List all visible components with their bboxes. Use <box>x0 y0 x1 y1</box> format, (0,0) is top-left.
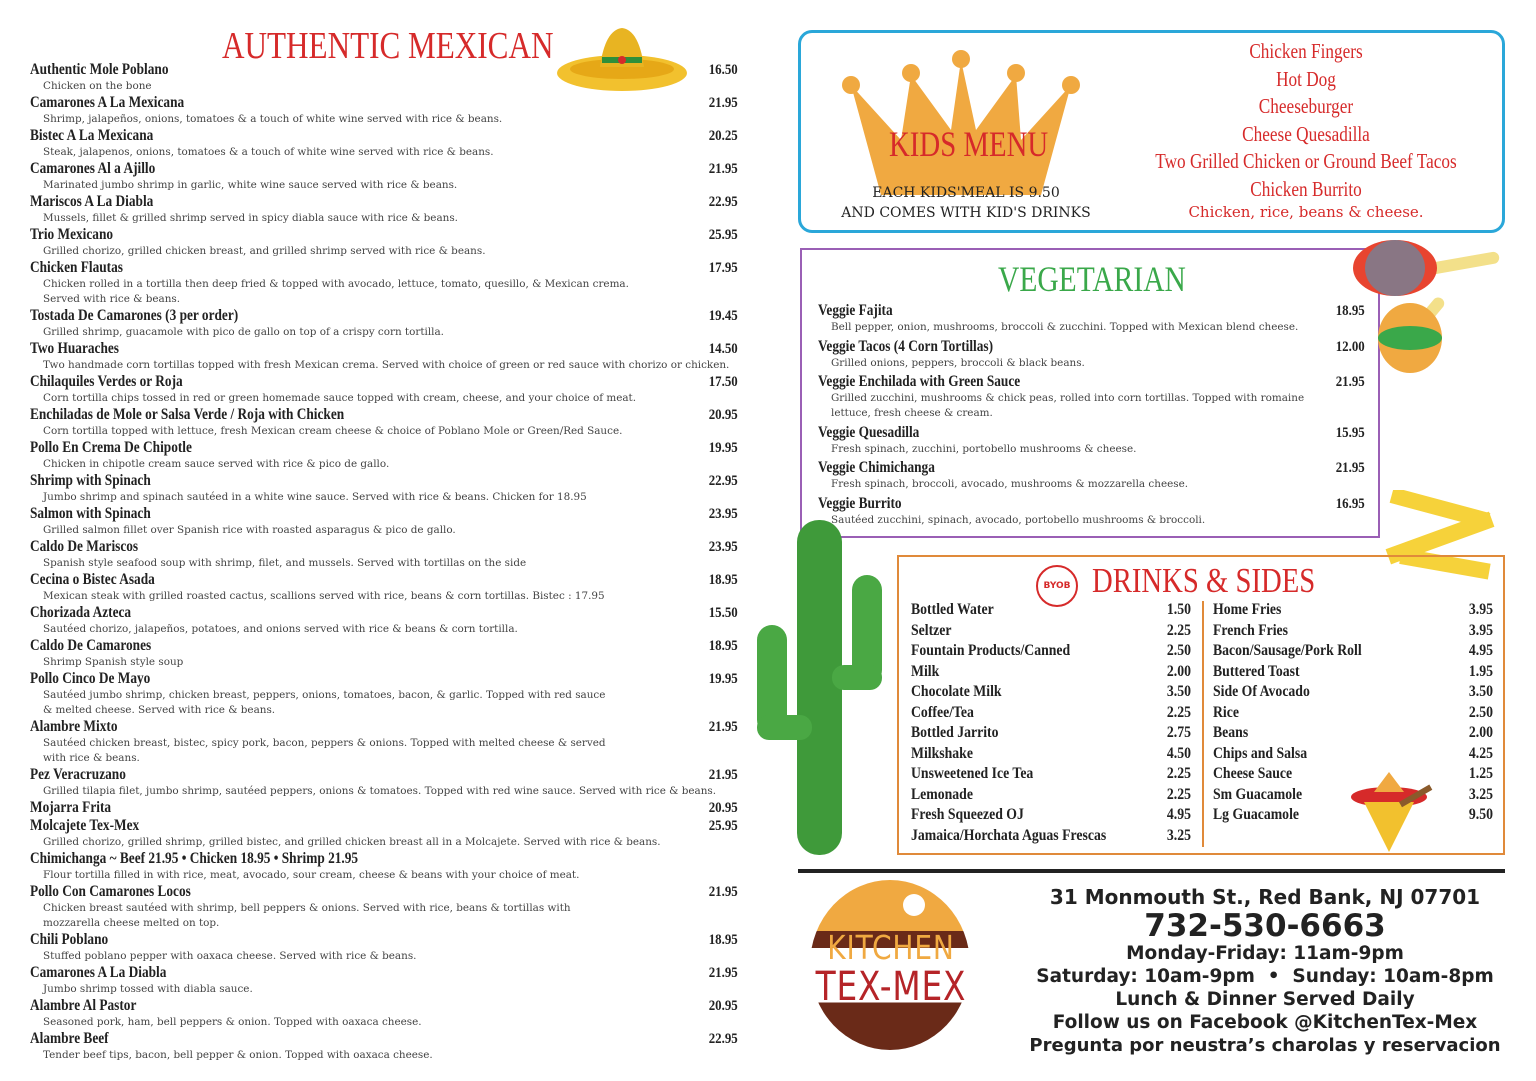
item-price: 17.95 <box>708 260 738 276</box>
item-description: Jumbo shrimp and spinach sautéed in a white wine sauce. Served with rice & beans. Chicken for 18.95 <box>43 491 587 503</box>
item-description: Grilled chorizo, grilled shrimp, grilled bistec, and grilled chicken breast all in a Molcajete. Served with rice & beans. <box>43 836 661 848</box>
row-price: 2.00 <box>1468 724 1493 741</box>
item-price: 21.95 <box>708 767 738 783</box>
item-description: Chicken breast sautéed with shrimp, bell peppers & onions. Served with rice, beans & tortillas with <box>43 902 571 914</box>
menu-item <box>30 160 738 193</box>
menu-item <box>30 340 738 373</box>
item-price: 19.95 <box>708 671 738 687</box>
drinks-sides-box <box>897 555 1505 855</box>
price-row <box>911 682 1191 703</box>
row-price: 4.95 <box>1468 642 1493 659</box>
item-description: Chicken on the bone <box>43 80 152 92</box>
kids-menu-box <box>798 30 1505 233</box>
row-price: 2.25 <box>1166 621 1191 639</box>
price-row <box>911 785 1191 806</box>
crown-icon <box>841 45 1081 195</box>
menu-item <box>818 373 1365 421</box>
item-description: Seasoned pork, ham, bell peppers & onion. Topped with oaxaca cheese. <box>43 1016 422 1028</box>
kids-item: Chicken Burrito <box>1250 176 1362 201</box>
menu-item <box>30 883 738 931</box>
menu-item <box>30 718 738 766</box>
vegetarian-title: VEGETARIAN <box>998 259 1186 299</box>
menu-item <box>30 439 738 472</box>
row-price: 2.00 <box>1166 662 1191 680</box>
item-price: 22.95 <box>708 194 738 210</box>
item-price: 18.95 <box>708 932 738 948</box>
item-description: Stuffed poblano pepper with oaxaca cheese. Served with rice & beans. <box>43 950 417 962</box>
item-description: Shrimp Spanish style soup <box>43 656 184 668</box>
phone-number[interactable]: 732-530-6663 <box>1144 908 1386 944</box>
row-price: 3.95 <box>1468 621 1493 639</box>
item-price: 25.95 <box>708 227 738 243</box>
row-name: Lg Guacamole <box>1213 806 1299 823</box>
served-daily: Lunch & Dinner Served Daily <box>1115 989 1415 1010</box>
drinks-sides-title: DRINKS & SIDES <box>1092 561 1316 600</box>
hours-weekday: Monday-Friday: 11am-9pm <box>1126 943 1404 964</box>
item-description: Shrimp, jalapeños, onions, tomatoes & a touch of white wine served with rice & beans. <box>43 113 503 125</box>
price-row <box>911 764 1191 785</box>
kids-item: Cheeseburger <box>1258 94 1354 118</box>
vegetarian-box <box>800 248 1380 538</box>
row-price: 3.25 <box>1166 826 1191 844</box>
row-name: Bottled Jarrito <box>911 724 999 741</box>
price-row <box>1213 621 1493 642</box>
menu-item <box>30 259 738 307</box>
item-price: 20.95 <box>708 407 738 423</box>
item-name: Trio Mexicano <box>30 226 114 243</box>
row-name: Unsweetened Ice Tea <box>911 765 1034 782</box>
row-name: Jamaica/Horchata Aguas Frescas <box>911 826 1107 844</box>
kitchen-tex-mex-logo <box>795 880 987 1050</box>
menu-item <box>30 850 738 883</box>
price-row <box>911 621 1191 642</box>
item-description: Jumbo shrimp tossed with diabla sauce. <box>43 983 253 995</box>
menu-item <box>30 472 738 505</box>
row-name: French Fries <box>1213 621 1289 639</box>
item-name: Chicken Flautas <box>30 259 123 276</box>
item-description: Sautéed zucchini, spinach, avocado, portobello mushrooms & broccoli. <box>831 513 1206 526</box>
row-price: 1.95 <box>1468 662 1493 680</box>
kids-burrito-desc: Chicken, rice, beans & cheese. <box>1188 203 1424 221</box>
item-name: Camarones Al a Ajillo <box>30 160 156 177</box>
row-name: Cheese Sauce <box>1213 765 1293 782</box>
price-row <box>911 662 1191 683</box>
item-description: Grilled chorizo, grilled chicken breast, and grilled shrimp served with rice & beans. <box>43 245 486 257</box>
kids-menu-title: KIDS MENU <box>889 124 1049 164</box>
restaurant-info <box>1010 884 1520 1057</box>
row-name: Fresh Squeezed OJ <box>911 806 1024 823</box>
price-row <box>911 744 1191 765</box>
logo-text-texmex: TEX-MEX <box>815 964 967 1010</box>
item-description: Two handmade corn tortillas topped with fresh Mexican crema. Served with choice of green or red sauce with chorizo or chicken. <box>43 359 730 371</box>
menu-item <box>30 226 738 259</box>
kids-meal-note <box>811 183 1121 223</box>
row-name: Chocolate Milk <box>911 683 1002 700</box>
menu-item <box>30 571 738 604</box>
item-price: 12.00 <box>1335 338 1365 355</box>
logo-text-kitchen: KITCHEN <box>827 928 955 967</box>
row-price: 3.25 <box>1468 785 1493 803</box>
item-name: Alambre Al Pastor <box>30 997 137 1014</box>
item-name: Pollo Cinco De Mayo <box>30 670 151 687</box>
menu-item <box>30 997 738 1030</box>
item-price: 19.95 <box>708 440 738 456</box>
row-name: Seltzer <box>911 621 952 639</box>
item-name: Chimichanga ~ Beef 21.95 • Chicken 18.95 • Shrimp 21.95 <box>30 850 359 867</box>
item-price: 20.95 <box>708 998 738 1014</box>
price-row <box>911 723 1191 744</box>
item-name: Veggie Chimichanga <box>818 459 935 476</box>
menu-item <box>30 61 738 94</box>
item-name: Shrimp with Spinach <box>30 472 151 489</box>
item-name: Pollo Con Camarones Locos <box>30 883 191 900</box>
price-row <box>1213 641 1493 662</box>
row-price: 4.25 <box>1468 744 1493 762</box>
price-row <box>911 703 1191 724</box>
menu-item <box>30 307 738 340</box>
menu-item <box>30 127 738 160</box>
row-name: Beans <box>1213 724 1249 741</box>
item-description: Marinated jumbo shrimp in garlic, white wine sauce served with rice & beans. <box>43 179 458 191</box>
kids-item: Chicken Fingers <box>1249 39 1363 63</box>
item-description: Chicken in chipotle cream sauce served with rice & pico de gallo. <box>43 458 390 470</box>
reservation-note: Pregunta por neustra’s charolas y reservacion <box>1029 1035 1501 1056</box>
item-price: 18.95 <box>1335 303 1365 319</box>
row-price: 2.50 <box>1468 703 1493 721</box>
item-description: Served with rice & beans. <box>43 293 181 305</box>
price-row <box>911 600 1191 621</box>
item-description: Sautéed chorizo, jalapeños, potatoes, and onions served with rice & beans & corn tortilla. <box>43 623 518 635</box>
row-name: Bottled Water <box>911 601 994 618</box>
item-price: 15.95 <box>1335 424 1365 441</box>
menu-item <box>818 424 1365 457</box>
menu-item <box>30 193 738 226</box>
item-description: Grilled onions, peppers, broccoli & black beans. <box>831 356 1085 369</box>
item-price: 25.95 <box>708 818 738 834</box>
item-description: with rice & beans. <box>43 752 140 764</box>
item-description: Grilled shrimp, guacamole with pico de gallo on top of a crispy corn tortilla. <box>43 326 444 338</box>
row-price: 2.75 <box>1166 724 1191 741</box>
row-name: Fountain Products/Canned <box>911 642 1071 659</box>
item-description: Grilled tilapia filet, jumbo shrimp, sautéed peppers, onions & tomatoes. Topped with red wine sauce. Served with rice & beans. <box>43 785 717 797</box>
menu-item <box>30 670 738 718</box>
row-price: 9.50 <box>1468 806 1493 823</box>
item-name: Tostada De Camarones (3 per order) <box>30 307 239 324</box>
item-description: Fresh spinach, zucchini, portobello mushrooms & cheese. <box>831 442 1137 455</box>
row-price: 1.25 <box>1468 765 1493 782</box>
item-name: Molcajete Tex-Mex <box>30 817 140 834</box>
menu-item <box>818 495 1365 528</box>
item-name: Salmon with Spinach <box>30 505 151 522</box>
row-name: Rice <box>1213 703 1239 721</box>
menu-item <box>30 817 738 850</box>
item-price: 20.25 <box>708 128 738 144</box>
item-price: 22.95 <box>708 1031 738 1047</box>
item-description: Sautéed jumbo shrimp, chicken breast, peppers, onions, tomatoes, bacon, & garlic. Topped with red sauce <box>43 689 606 701</box>
item-name: Two Huaraches <box>30 340 119 357</box>
cactus-icon <box>752 515 892 860</box>
row-price: 3.95 <box>1468 601 1493 618</box>
row-name: Chips and Salsa <box>1213 744 1308 762</box>
item-name: Camarones A La Mexicana <box>30 94 185 111</box>
item-price: 20.95 <box>708 800 738 816</box>
item-price: 22.95 <box>708 473 738 489</box>
item-description: Grilled salmon fillet over Spanish rice with roasted asparagus & pico de gallo. <box>43 524 456 536</box>
kids-note-line: EACH KIDS'MEAL IS 9.50 <box>872 185 1060 201</box>
menu-item <box>818 302 1365 335</box>
row-name: Home Fries <box>1213 601 1282 618</box>
menu-item <box>30 799 738 817</box>
row-price: 1.50 <box>1166 601 1191 618</box>
row-name: Milk <box>911 662 940 680</box>
price-row <box>1213 723 1493 744</box>
price-row <box>1213 682 1493 703</box>
item-price: 17.50 <box>708 374 738 390</box>
item-price: 18.95 <box>708 638 738 654</box>
item-price: 15.50 <box>708 605 738 621</box>
item-description: Sautéed chicken breast, bistec, spicy pork, bacon, peppers & onions. Topped with melted cheese & served <box>43 737 606 749</box>
kids-note-line: AND COMES WITH KID'S DRINKS <box>841 205 1091 221</box>
kids-items <box>1121 38 1491 221</box>
item-price: 23.95 <box>708 506 738 522</box>
item-name: Caldo De Camarones <box>30 637 152 654</box>
menu-item <box>30 373 738 406</box>
price-row <box>911 805 1191 826</box>
main-title: AUTHENTIC MEXICAN <box>222 25 554 67</box>
price-row <box>1213 600 1493 621</box>
nacho-mariachi-icon <box>1349 772 1439 852</box>
item-price: 23.95 <box>708 539 738 555</box>
row-price: 2.50 <box>1166 642 1191 659</box>
item-description: Chicken rolled in a tortilla then deep fried & topped with avocado, lettuce, tomato, quesillo, & Mexican crema. <box>43 278 629 290</box>
item-description: lettuce, fresh cheese & cream. <box>831 407 993 419</box>
hours-weekend: Saturday: 10am-9pm • Sunday: 10am-8pm <box>1036 966 1494 987</box>
item-description: Grilled zucchini, mushrooms & chick peas, rolled into corn tortillas. Topped with romaine <box>831 392 1305 404</box>
item-price: 19.45 <box>708 308 738 324</box>
item-name: Mojarra Frita <box>30 799 112 816</box>
item-name: Bistec A La Mexicana <box>30 127 154 144</box>
menu-item <box>30 766 738 799</box>
item-description: Spanish style seafood soup with shrimp, filet, and mussels. Served with tortillas on the side <box>43 557 527 569</box>
item-description: Flour tortilla filled in with rice, meat, avocado, sour cream, cheese & beans with your choice of meat. <box>43 869 580 881</box>
footer-divider <box>798 869 1505 873</box>
item-name: Veggie Tacos (4 Corn Tortillas) <box>818 337 994 355</box>
maracas-icon <box>1350 238 1505 378</box>
row-name: Coffee/Tea <box>911 703 974 721</box>
row-name: Bacon/Sausage/Pork Roll <box>1213 642 1362 659</box>
address: 31 Monmouth St., Red Bank, NJ 07701 <box>1049 885 1481 909</box>
item-description: Corn tortilla chips tossed in red or green homemade sauce topped with cream, cheese, and your choice of meat. <box>43 392 637 404</box>
item-name: Veggie Burrito <box>818 494 902 512</box>
item-name: Veggie Enchilada with Green Sauce <box>818 373 1021 390</box>
kids-item: Two Grilled Chicken or Ground Beef Tacos <box>1155 149 1457 173</box>
item-price: 16.50 <box>708 62 738 78</box>
menu-item <box>818 338 1365 371</box>
item-description: Bell pepper, onion, mushrooms, broccoli & zucchini. Topped with Mexican blend cheese. <box>831 321 1299 333</box>
item-description: Steak, jalapenos, onions, tomatoes & a touch of white wine served with rice & beans. <box>43 146 494 158</box>
facebook-handle[interactable]: Follow us on Facebook @KitchenTex-Mex <box>1052 1012 1478 1033</box>
menu-item <box>30 94 738 127</box>
item-description: Corn tortilla topped with lettuce, fresh Mexican cream cheese & choice of Poblano Mole or Green/Red Sauce. <box>43 425 623 437</box>
item-price: 21.95 <box>708 884 738 900</box>
column-divider <box>1202 601 1204 847</box>
item-name: Caldo De Mariscos <box>30 538 139 555</box>
item-name: Chili Poblano <box>30 931 109 948</box>
row-name: Side Of Avocado <box>1213 683 1310 700</box>
row-price: 2.25 <box>1166 785 1191 803</box>
drinks-list <box>911 600 1191 846</box>
item-name: Veggie Quesadilla <box>818 423 920 441</box>
menu-item <box>30 637 738 670</box>
row-name: Lemonade <box>911 785 973 803</box>
main-menu-list <box>30 61 738 1063</box>
kids-item: Hot Dog <box>1276 66 1336 91</box>
menu-item <box>30 406 738 439</box>
item-name: Authentic Mole Poblano <box>30 61 169 78</box>
row-price: 4.50 <box>1166 744 1191 762</box>
item-name: Cecina o Bistec Asada <box>30 571 155 588</box>
item-name: Pez Veracruzano <box>30 766 126 783</box>
item-description: Tender beef tips, bacon, bell pepper & onion. Topped with oaxaca cheese. <box>43 1049 433 1061</box>
item-price: 21.95 <box>708 161 738 177</box>
item-description: Fresh spinach, broccoli, avocado, mushrooms & mozzarella cheese. <box>831 478 1189 490</box>
menu-item <box>30 604 738 637</box>
item-name: Veggie Fajita <box>818 302 893 319</box>
item-name: Pollo En Crema De Chipotle <box>30 439 192 456</box>
item-name: Alambre Beef <box>30 1030 109 1047</box>
item-name: Chorizada Azteca <box>30 604 132 621</box>
price-row <box>1213 744 1493 765</box>
item-name: Mariscos A La Diabla <box>30 193 154 210</box>
item-price: 18.95 <box>708 572 738 588</box>
item-price: 14.50 <box>708 341 738 357</box>
item-name: Alambre Mixto <box>30 718 118 735</box>
item-price: 16.95 <box>1335 495 1365 512</box>
item-description: Mussels, fillet & grilled shrimp served in spicy diabla sauce with rice & beans. <box>43 212 458 224</box>
item-price: 21.95 <box>708 719 738 735</box>
menu-item <box>818 459 1365 492</box>
row-price: 3.50 <box>1468 683 1493 700</box>
row-name: Milkshake <box>911 744 973 762</box>
row-price: 2.25 <box>1166 765 1191 782</box>
item-name: Enchiladas de Mole or Salsa Verde / Roja with Chicken <box>30 406 345 423</box>
item-description: & melted cheese. Served with rice & beans. <box>43 704 276 716</box>
menu-item <box>30 538 738 571</box>
item-price: 21.95 <box>708 965 738 981</box>
price-row <box>911 641 1191 662</box>
kids-item: Cheese Quesadilla <box>1242 121 1370 146</box>
row-price: 4.95 <box>1166 806 1191 823</box>
item-description: Mexican steak with grilled roasted cactus, scallions served with rice, beans & corn tortillas. Bistec : 17.95 <box>43 590 605 602</box>
price-row <box>1213 662 1493 683</box>
item-price: 21.95 <box>1335 374 1365 390</box>
item-name: Chilaquiles Verdes or Roja <box>30 373 183 390</box>
menu-item <box>30 964 738 997</box>
row-price: 3.50 <box>1166 683 1191 700</box>
price-row <box>911 826 1191 847</box>
item-price: 21.95 <box>1335 460 1365 476</box>
byob-text: BYOB <box>1043 581 1071 591</box>
menu-item <box>30 931 738 964</box>
row-name: Sm Guacamole <box>1213 785 1303 803</box>
menu-item <box>30 505 738 538</box>
menu-item <box>30 1030 738 1063</box>
item-price: 21.95 <box>708 95 738 111</box>
item-description: mozzarella cheese melted on top. <box>43 917 220 929</box>
price-row <box>1213 703 1493 724</box>
row-name: Buttered Toast <box>1213 662 1300 680</box>
row-price: 2.25 <box>1166 703 1191 721</box>
item-name: Camarones A La Diabla <box>30 964 167 981</box>
